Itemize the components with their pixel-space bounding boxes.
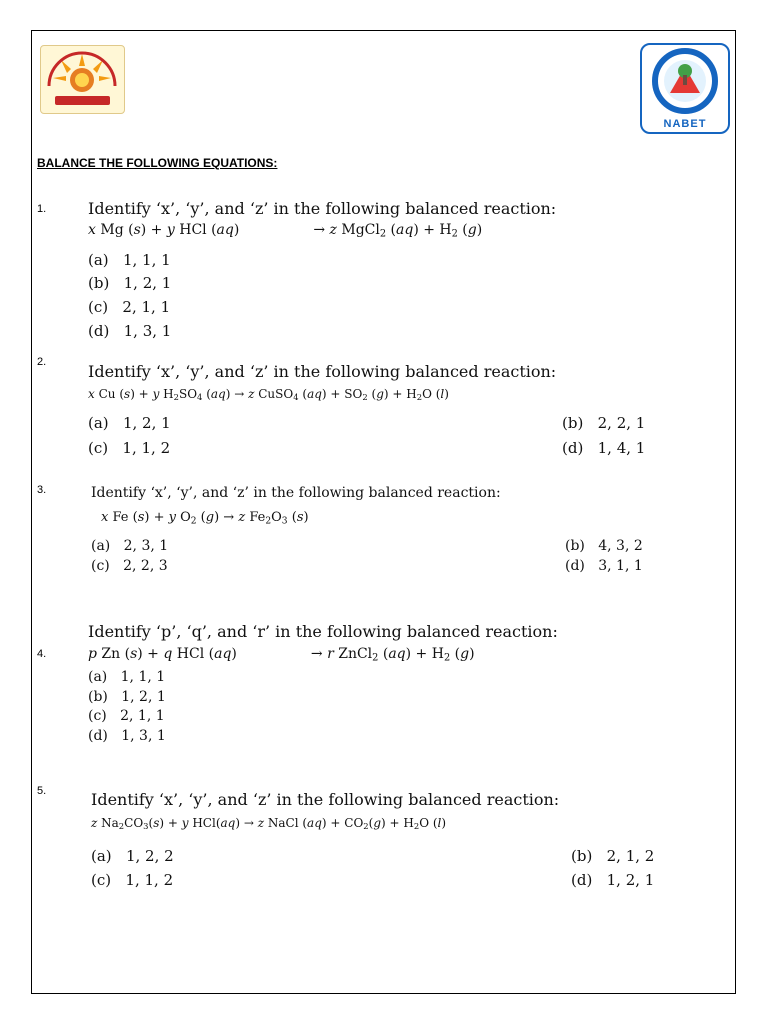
question-prompt: Identify ‘x’, ‘y’, and ‘z’ in the following balanced reaction:: [91, 790, 560, 809]
question-prompt: Identify ‘x’, ‘y’, and ‘z’ in the following balanced reaction:: [88, 199, 557, 218]
option-d[interactable]: [565, 558, 643, 574]
option-c[interactable]: [88, 439, 170, 457]
option-value: 2, 2, 1: [597, 414, 646, 432]
reaction-equation: x Mg (s) + y HCl (aq) → z MgCl$_2$ $(aq) + H_2$ (g): [88, 222, 483, 240]
reaction-equation: z $Na_2CO_3(s) + y$ HCl(aq) → z NaCl $(aq) + CO_2(g) + H_2O$ (l): [91, 816, 447, 832]
option-a[interactable]: [91, 538, 168, 554]
option-a[interactable]: [91, 847, 174, 865]
option-d[interactable]: [562, 439, 645, 457]
option-label: (a): [91, 538, 111, 554]
option-label: (c): [88, 439, 109, 457]
option-d[interactable]: [88, 728, 166, 744]
option-value: 1, 4, 1: [597, 439, 646, 457]
option-value: 1, 2, 2: [125, 847, 174, 865]
option-label: (c): [88, 298, 109, 316]
question-prompt: Identify ‘x’, ‘y’, and ‘z’ in the following balanced reaction:: [88, 362, 557, 381]
option-value: 2, 3, 1: [123, 538, 169, 554]
option-label: (d): [562, 439, 584, 457]
option-value: 1, 2, 1: [121, 689, 166, 705]
option-value: 2, 1, 2: [606, 847, 655, 865]
sun-emblem-icon: [41, 46, 124, 113]
reaction-equation: p Zn (s) + q HCl (aq) → r ZnCl$_2$ $(aq) + H_2$ (g): [88, 646, 475, 664]
option-a[interactable]: [88, 669, 165, 685]
option-d[interactable]: [88, 322, 171, 340]
option-value: 1, 1, 2: [125, 871, 174, 889]
option-label: (a): [88, 669, 108, 685]
reaction-equation: x Fe (s) + y $O_2$ (g) → z $Fe_2O_3$ (s): [101, 510, 309, 527]
option-b[interactable]: [571, 847, 654, 865]
option-b[interactable]: [88, 274, 171, 292]
question-number: 1.: [37, 203, 47, 215]
option-value: 2, 1, 1: [120, 708, 165, 724]
option-label: (c): [91, 871, 112, 889]
option-label: (d): [571, 871, 593, 889]
option-b[interactable]: [565, 538, 643, 554]
option-label: (b): [565, 538, 585, 554]
reaction-equation: x Cu (s) + y $H_2SO_4$ (aq) → z CuSO$_4$ $(aq) + SO_2$ $(g) + H_2O$ (l): [88, 387, 449, 403]
option-label: (b): [562, 414, 584, 432]
school-logo: [40, 45, 125, 114]
option-value: 1, 1, 1: [120, 669, 166, 685]
worksheet-heading: BALANCE THE FOLLOWING EQUATIONS:: [37, 156, 278, 170]
option-label: (a): [91, 847, 112, 865]
option-label: (b): [88, 274, 110, 292]
option-label: (a): [88, 251, 109, 269]
question-prompt: Identify ‘p’, ‘q’, and ‘r’ in the following balanced reaction:: [88, 622, 558, 641]
option-value: 1, 3, 1: [123, 322, 172, 340]
question-number: 4.: [37, 648, 47, 660]
option-a[interactable]: [88, 251, 171, 269]
option-label: (d): [88, 728, 108, 744]
option-b[interactable]: [88, 689, 166, 705]
option-label: (b): [571, 847, 593, 865]
option-value: 2, 1, 1: [122, 298, 171, 316]
option-b[interactable]: [562, 414, 645, 432]
option-a[interactable]: [88, 414, 171, 432]
option-label: (c): [88, 708, 107, 724]
option-value: 1, 2, 1: [122, 414, 171, 432]
option-value: 1, 1, 2: [122, 439, 171, 457]
option-c[interactable]: [91, 558, 168, 574]
option-c[interactable]: [88, 298, 170, 316]
option-value: 3, 1, 1: [598, 558, 643, 574]
option-label: (c): [91, 558, 110, 574]
option-value: 1, 2, 1: [606, 871, 655, 889]
question-number: 2.: [37, 356, 47, 368]
option-c[interactable]: [91, 871, 173, 889]
option-value: 1, 1, 1: [122, 251, 171, 269]
nabet-label: NABET: [663, 118, 707, 130]
question-number: 3.: [37, 484, 47, 496]
question-prompt: Identify ‘x’, ‘y’, and ‘z’ in the following balanced reaction:: [91, 485, 501, 501]
option-value: 1, 3, 1: [121, 728, 166, 744]
option-value: 1, 2, 1: [123, 274, 172, 292]
option-value: 2, 2, 3: [123, 558, 168, 574]
option-value: 4, 3, 2: [598, 538, 643, 554]
quality-seal-icon: [642, 45, 728, 117]
option-label: (d): [88, 322, 110, 340]
option-label: (d): [565, 558, 585, 574]
nabet-logo: [640, 43, 730, 134]
question-number: 5.: [37, 785, 47, 797]
option-label: (a): [88, 414, 109, 432]
option-d[interactable]: [571, 871, 654, 889]
option-c[interactable]: [88, 708, 165, 724]
option-label: (b): [88, 689, 108, 705]
